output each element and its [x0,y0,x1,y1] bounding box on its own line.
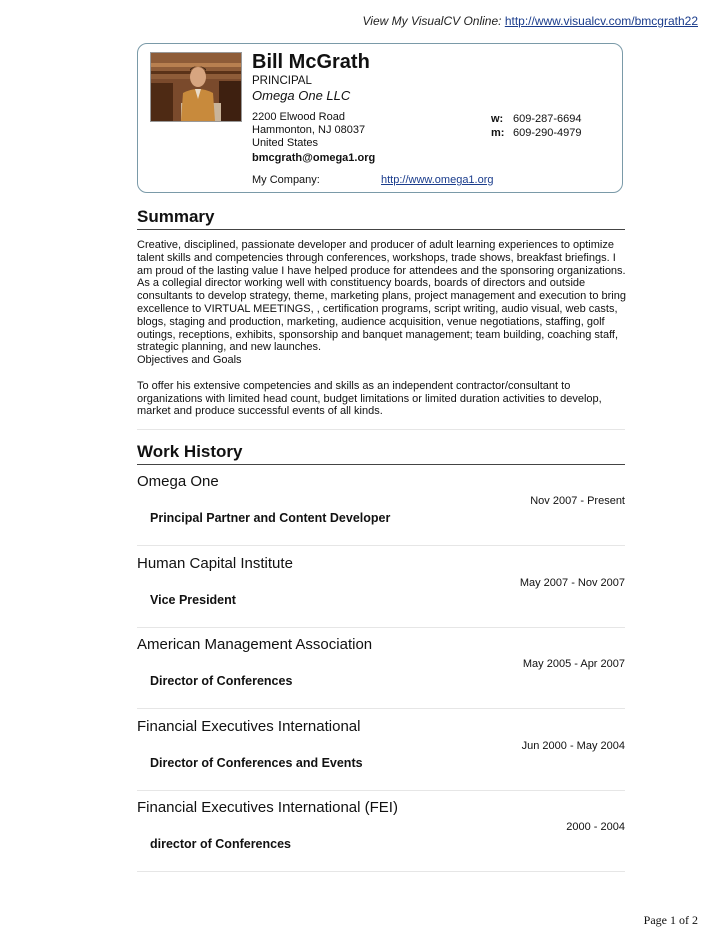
job-role: Director of Conferences [150,674,293,688]
job-dates: 2000 - 2004 [566,821,625,833]
job-role: Vice President [150,593,236,607]
profile-title: PRINCIPAL [252,75,312,87]
summary-body [137,239,627,418]
job-entry [137,799,625,879]
job-role: Director of Conferences and Events [150,756,363,770]
visualcv-online-line [363,14,698,28]
summary-paragraph: Creative, disciplined, passionate developer and producer of adult learning experiences to optimize talent skills and competencies through conferences, workshops, trade shows, breakfast briefings. I am proud of the lasting value I have helped produce for attendees and the sponsoring organizations. As a collegial director working well with constituency boards, boards of directors and outside consultants to develop strategy, theme, marketing plans, project management and execution to bring excellence to VIRTUAL MEETINGS, , certification programs, script writing, audio visual, web casts, blogs, staging and production, marketing, audience acquisition, venue negotiations, staffing, golf outings, receptions, exhibits, sponsorship and banquet management; team building, coaching staff, strategic planning, and new launches. [137,239,626,354]
job-employer: Omega One [137,473,219,490]
profile-company: Omega One LLC [252,88,351,103]
phone-mobile [491,126,582,140]
divider [137,790,625,791]
divider [137,627,625,628]
divider [137,708,625,709]
my-company-row [252,174,512,186]
job-role: director of Conferences [150,837,292,851]
divider [137,871,625,872]
address-line: Hammonton, NJ 08037 [252,124,366,136]
phone-label: w: [491,113,504,125]
job-dates: May 2005 - Apr 2007 [522,658,625,670]
job-employer: Financial Executives International [137,718,361,735]
profile-address [252,111,365,150]
phone-label: m: [491,127,505,139]
phone-work [491,112,582,126]
profile-header-card [137,43,623,193]
job-dates: Jun 2000 - May 2004 [521,740,625,752]
profile-name: Bill McGrath [252,51,370,73]
job-role: Principal Partner and Content Developer [150,511,391,525]
job-entry [137,555,625,635]
summary-paragraph: To offer his extensive competencies and skills as an independent contractor/consultant to organizations with limited head count, budget limitations or limited duration activities to develop, market and produce successful events of all kinds. [137,379,602,418]
job-employer: Human Capital Institute [137,555,293,572]
my-company-label: My Company: [252,174,320,186]
address-line: United States [252,137,319,149]
job-entry [137,473,625,553]
page-number: Page 1 of 2 [643,913,698,927]
summary-paragraph: Objectives and Goals [137,354,242,367]
online-label: View My VisualCV Online: [362,14,502,28]
profile-photo [150,52,242,122]
job-dates: May 2007 - Nov 2007 [519,577,625,589]
job-employer: American Management Association [137,636,373,653]
phone-value: 609-287-6694 [513,113,582,125]
divider [137,545,625,546]
work-history-heading: Work History [137,442,625,465]
job-dates: Nov 2007 - Present [530,495,625,507]
my-company-link[interactable]: http://www.omega1.org [381,174,494,186]
job-entry [137,718,625,798]
profile-email[interactable]: bmcgrath@omega1.org [252,152,376,164]
phone-value: 609-290-4979 [513,127,582,139]
visualcv-link[interactable]: http://www.visualcv.com/bmcgrath22 [504,14,698,28]
summary-heading: Summary [137,207,625,230]
divider [137,429,625,430]
job-employer: Financial Executives International (FEI) [137,799,398,816]
phone-list [491,112,582,140]
address-line: 2200 Elwood Road [252,111,345,123]
job-entry [137,636,625,716]
